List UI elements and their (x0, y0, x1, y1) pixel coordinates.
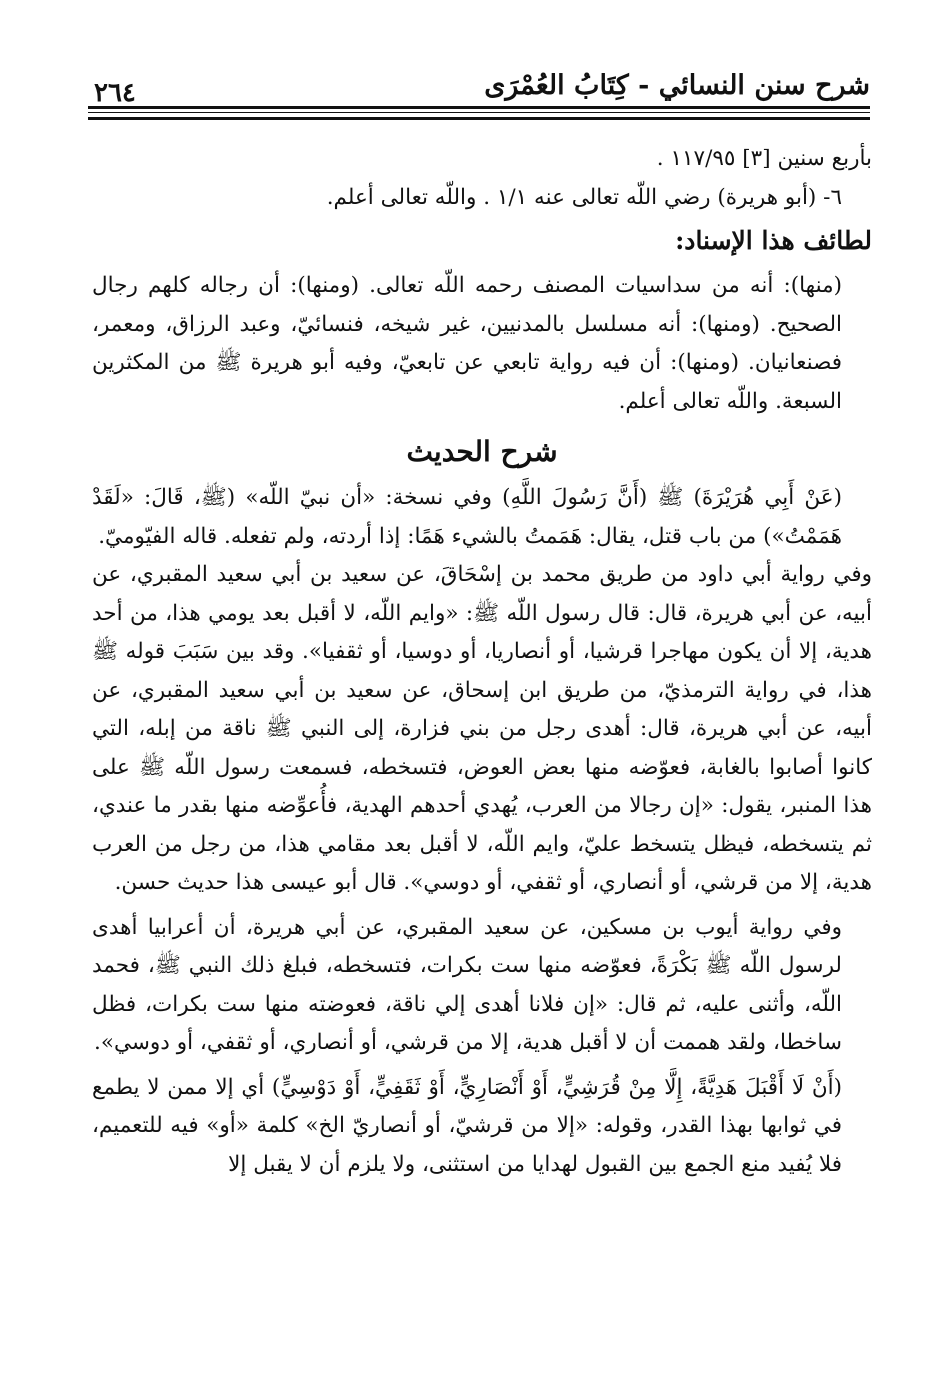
running-title: شرح سنن النسائي - كِتَابُ العُمْرَى (484, 70, 870, 101)
header-rule (88, 106, 870, 109)
page-header (88, 70, 870, 120)
page-number: ٢٦٤ (94, 78, 136, 108)
paragraph: (عَنْ أَبِي هُرَيْرَةَ) ﷺ (أَنَّ رَسُولَ اللَّهِ) وفي نسخة: «أن نبيّ اللّه» (ﷺ، قَالَ: «لَقَدْ هَمَمْتُ») من باب قتل، يقال: هَمَمتُ بالشيء هَمًا: إذا أردته، ولم تفعله. قاله الفيّوميّ. (92, 485, 842, 549)
narrator-note: ٦- (أبو هريرة) رضي اللّه تعالى عنه ١/١ . واللّه تعالى أعلم. (326, 184, 842, 210)
section-title: شرح الحديث (406, 435, 558, 468)
header-rule (88, 117, 870, 120)
header-rule (88, 112, 870, 113)
paragraph: وفي رواية أبي داود من طريق محمد بن إسْحَاقَ، عن سعيد بن أبي سعيد المقبري، عن أبيه، عن أبي هريرة، قال: قال رسول اللّه ﷺ: «وايم اللّه، لا أقبل بعد يومي هذا، من أحد هدية، إلا أن يكون مهاجرا قرشيا، أو أنصاريا، أو دوسيا، أو ثقفيا». وقد بين سَبَبَ قوله ﷺ هذا، في رواية الترمذيّ، من طريق ابن إسحاق، عن سعيد بن أبي سعيد المقبري، عن أبيه، عن أبي هريرة، قال: أهدى رجل من بني فزارة، إلى النبي ﷺ ناقة من إبله، التي كانوا أصابوا بالغابة، فعوّضه منها بعض العوض، فتسخطه، فسمعت رسول اللّه ﷺ على هذا المنبر، يقول: «إن رجالا من العرب، يُهدي أحدهم الهدية، فأُعوِّضه منها بقدر ما عندي، ثم يتسخطه، فيظل يتسخط عليّ، وايم اللّه، لا أقبل بعد مقامي هذا، من رجل من العرب هدية، إلا من قرشي، أو أنصاري، أو ثقفي، أو دوسي». قال أبو عيسى هذا حديث حسن. (92, 562, 872, 895)
page-body (92, 140, 872, 1184)
paragraph: (أَنْ لَا أَقْبَلَ هَدِيَّةً، إِلَّا مِنْ قُرَشِيٍّ، أَوْ أَنْصَارِيٍّ، أَوْ ثَقَفِيٍّ، أَوْ دَوْسِيٍّ) أي إلا ممن لا يطمع في ثوابها بهذا القدر، وقوله: «إلا من قرشيّ، أو أنصاريّ الخ» كلمة «أو» فيه للتعميم، فلا يُفيد منع الجمع بين القبول لهدايا من استثنى، ولا يلزم أن لا يقبل إلا (92, 1074, 842, 1177)
paragraph: وفي رواية أيوب بن مسكين، عن سعيد المقبري، عن أبي هريرة، أن أعرابيا أهدى لرسول اللّه ﷺ بَكْرَةً، فعوّضه منها ست بكرات، فتسخطه، فبلغ ذلك النبي ﷺ، فحمد اللّه، وأثنى عليه، ثم قال: «إن فلانا أهدى إلي ناقة، فعوضته منها ست بكرات، فظل ساخطا، ولقد هممت أن لا أقبل هدية، إلا من قرشي، أو أنصاري، أو ثقفي، أو دوسي». (92, 914, 842, 1055)
paragraph: (منها): أنه من سداسيات المصنف رحمه اللّه تعالى. (ومنها): أن رجاله كلهم رجال الصحيح. (ومنها): أنه مسلسل بالمدنيين، غير شيخه، فنسائيّ، وعبد الرزاق، ومعمر، فصنعانيان. (ومنها): أن فيه رواية تابعي عن تابعيّ، وفيه أبو هريرة ﷺ من المكثرين السبعة. واللّه تعالى أعلم. (92, 273, 842, 414)
section-heading: لطائف هذا الإسناد: (675, 226, 872, 255)
text-line: بأربع سنين [٣] ١١٧/٩٥ . (656, 146, 872, 171)
